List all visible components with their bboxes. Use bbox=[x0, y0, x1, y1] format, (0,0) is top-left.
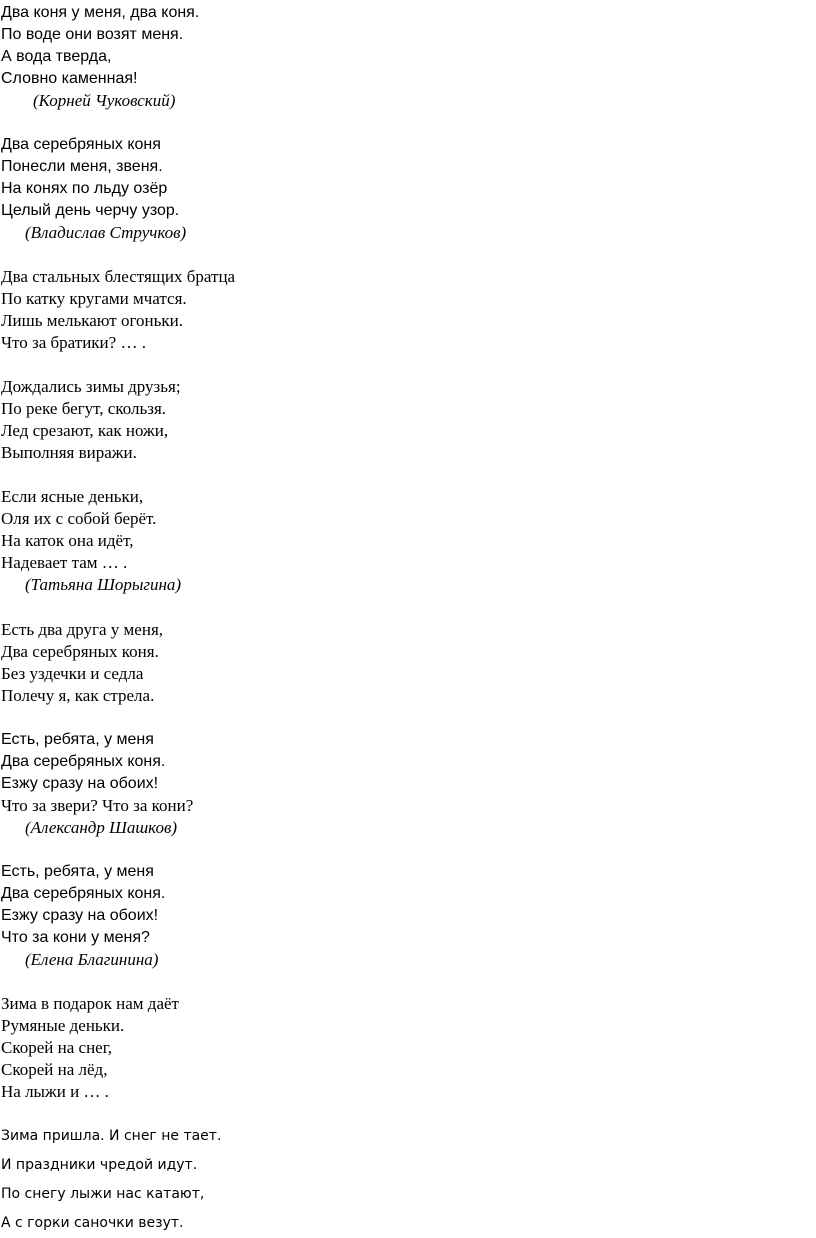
poem-3-line-4: Что за братики? … . bbox=[1, 333, 146, 352]
poem-5 bbox=[1, 486, 181, 596]
poem-2-line-4: Целый день черчу узор. bbox=[1, 202, 180, 219]
poem-9-line-1: Зима в подарок нам даёт bbox=[1, 994, 179, 1013]
poem-9-line-5: На лыжи и … . bbox=[1, 1082, 109, 1101]
poem-7-line-2: Два серебряных коня. bbox=[1, 753, 166, 770]
poem-8-line-2: Два серебряных коня. bbox=[1, 885, 166, 902]
poem-4-line-1: Дождались зимы друзья; bbox=[1, 377, 181, 396]
poem-6-line-3: Без уздечки и седла bbox=[1, 664, 144, 683]
poem-1-line-4: Словно каменная! bbox=[1, 70, 138, 87]
poem-5-line-4: Надевает там … . bbox=[1, 553, 128, 572]
poem-6 bbox=[1, 619, 163, 707]
poem-6-line-2: Два серебряных коня. bbox=[1, 642, 159, 661]
poem-6-line-1: Есть два друга у меня, bbox=[1, 620, 164, 639]
poem-4 bbox=[1, 376, 181, 464]
poem-7-author: (Александр Шашков) bbox=[25, 818, 178, 837]
poem-1-author: (Корней Чуковский) bbox=[33, 91, 176, 110]
poem-9 bbox=[1, 993, 179, 1103]
poem-1-line-2: По воде они возят меня. bbox=[1, 26, 184, 43]
poem-5-author: (Татьяна Шорыгина) bbox=[25, 575, 182, 594]
poem-8-author: (Елена Благинина) bbox=[25, 950, 159, 969]
poem-7-line-1: Есть, ребята, у меня bbox=[1, 731, 154, 748]
poem-2-line-3: На конях по льду озёр bbox=[1, 180, 168, 197]
poem-4-line-2: По реке бегут, скользя. bbox=[1, 399, 167, 418]
poem-1-line-1: Два коня у меня, два коня. bbox=[1, 4, 200, 21]
poem-2-author: (Владислав Стручков) bbox=[25, 223, 187, 242]
poem-10-line-4: А с горки саночки везут. bbox=[1, 1215, 184, 1231]
poem-7 bbox=[1, 729, 193, 839]
poem-3-line-2: По катку кругами мчатся. bbox=[1, 289, 187, 308]
poem-8-line-4: Что за кони у меня? bbox=[1, 929, 150, 946]
poem-6-line-4: Полечу я, как стрела. bbox=[1, 686, 155, 705]
poem-3 bbox=[1, 266, 235, 354]
poem-7-line-4: Что за звери? Что за кони? bbox=[1, 796, 194, 815]
poem-5-line-2: Оля их с собой берёт. bbox=[1, 509, 157, 528]
poem-10-line-2: И праздники чредой идут. bbox=[1, 1157, 198, 1173]
poem-9-line-2: Румяные деньки. bbox=[1, 1016, 125, 1035]
poem-10 bbox=[1, 1122, 221, 1238]
poem-1 bbox=[1, 2, 199, 112]
poem-5-line-1: Если ясные деньки, bbox=[1, 487, 144, 506]
poem-3-line-1: Два стальных блестящих братца bbox=[1, 267, 236, 286]
poem-10-line-1: Зима пришла. И снег не тает. bbox=[1, 1128, 222, 1144]
poem-9-line-3: Скорей на снег, bbox=[1, 1038, 113, 1057]
poem-9-line-4: Скорей на лёд, bbox=[1, 1060, 108, 1079]
poem-4-line-4: Выполняя виражи. bbox=[1, 443, 137, 462]
poem-8-line-1: Есть, ребята, у меня bbox=[1, 863, 154, 880]
poem-2-line-1: Два серебряных коня bbox=[1, 136, 161, 153]
poem-2 bbox=[1, 134, 186, 244]
poem-3-line-3: Лишь мелькают огоньки. bbox=[1, 311, 183, 330]
poem-8 bbox=[1, 861, 165, 971]
poem-1-line-3: А вода тверда, bbox=[1, 48, 112, 65]
poem-4-line-3: Лед срезают, как ножи, bbox=[1, 421, 169, 440]
poem-10-line-3: По снегу лыжи нас катают, bbox=[1, 1186, 205, 1202]
poem-5-line-3: На каток она идёт, bbox=[1, 531, 134, 550]
poem-2-line-2: Понесли меня, звеня. bbox=[1, 158, 163, 175]
poem-8-line-3: Езжу сразу на обоих! bbox=[1, 907, 159, 924]
poem-7-line-3: Езжу сразу на обоих! bbox=[1, 775, 159, 792]
